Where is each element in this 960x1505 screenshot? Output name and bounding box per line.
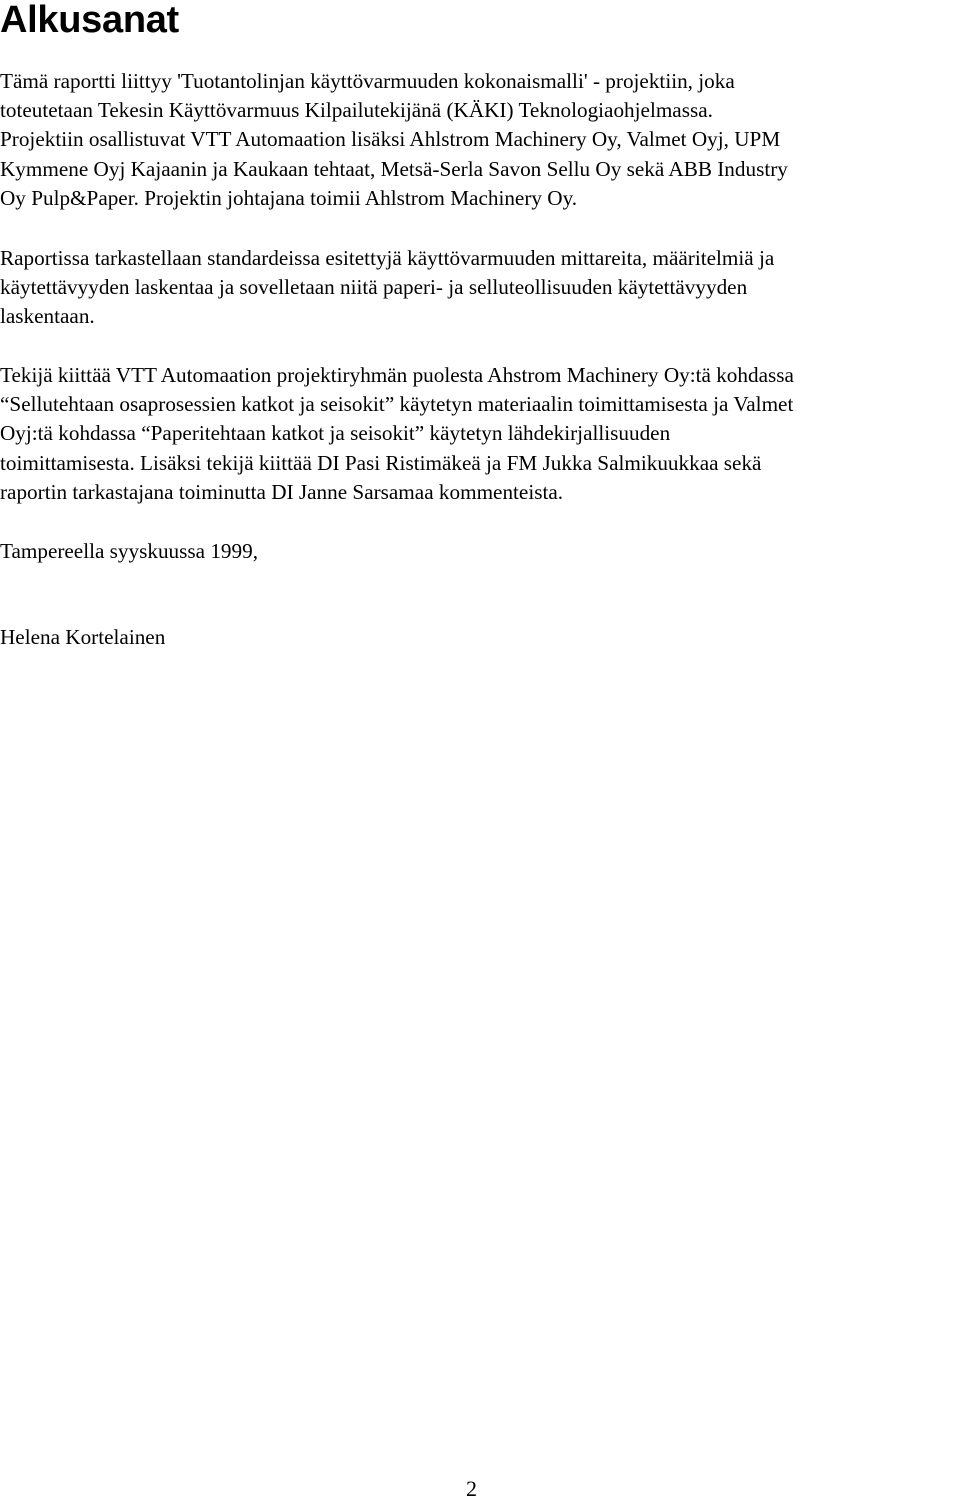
paragraph-report-scope	[0, 244, 774, 332]
author-signature	[0, 623, 165, 652]
paragraph-line: raportin tarkastajana toiminutta DI Janne Sarsamaa kommenteista.	[0, 479, 564, 504]
paragraph-project-intro	[0, 67, 788, 213]
page-title: Alkusanat	[0, 0, 179, 41]
paragraph-line: toimittamisesta. Lisäksi tekijä kiittää DI Pasi Ristimäkeä ja FM Jukka Salmikuukkaa sekä	[0, 450, 762, 475]
paragraph-line: Tampereella syyskuussa 1999,	[0, 539, 259, 563]
paragraph-line: käytettävyyden laskentaa ja sovelletaan niitä paperi- ja selluteollisuuden käytettävyyden	[0, 275, 748, 300]
paragraph-line: Tämä raportti liittyy 'Tuotantolinjan käyttövarmuuden kokonaismalli' - projektiin, joka	[0, 69, 735, 93]
page-number: 2	[466, 1476, 477, 1501]
paragraph-line: “Sellutehtaan osaprosessien katkot ja seisokit” käytetyn materiaalin toimittamisesta ja Valmet	[0, 392, 794, 417]
paragraph-line: Helena Kortelainen	[0, 625, 166, 649]
paragraph-line: Oy Pulp&Paper. Projektin johtajana toimii Ahlstrom Machinery Oy.	[0, 185, 578, 210]
paragraph-line: Kymmene Oyj Kajaanin ja Kaukaan tehtaat, Metsä-Serla Savon Sellu Oy sekä ABB Industry	[0, 156, 788, 181]
paragraph-line: Projektiin osallistuvat VTT Automaation lisäksi Ahlstrom Machinery Oy, Valmet Oyj, UPM	[0, 127, 781, 152]
place-and-date	[0, 537, 258, 566]
paragraph-line: toteutetaan Tekesin Käyttövarmuus Kilpailutekijänä (KÄKI) Teknologiaohjelmassa.	[0, 98, 713, 123]
paragraph-acknowledgements	[0, 361, 794, 507]
paragraph-line: Oyj:tä kohdassa “Paperitehtaan katkot ja seisokit” käytetyn lähdekirjallisuuden	[0, 421, 671, 446]
paragraph-line: laskentaan.	[0, 304, 95, 329]
paragraph-line: Raportissa tarkastellaan standardeissa esitettyjä käyttövarmuuden mittareita, määritelmiä ja	[0, 246, 775, 270]
paragraph-line: Tekijä kiittää VTT Automaation projektiryhmän puolesta Ahstrom Machinery Oy:tä kohdassa	[0, 363, 794, 387]
